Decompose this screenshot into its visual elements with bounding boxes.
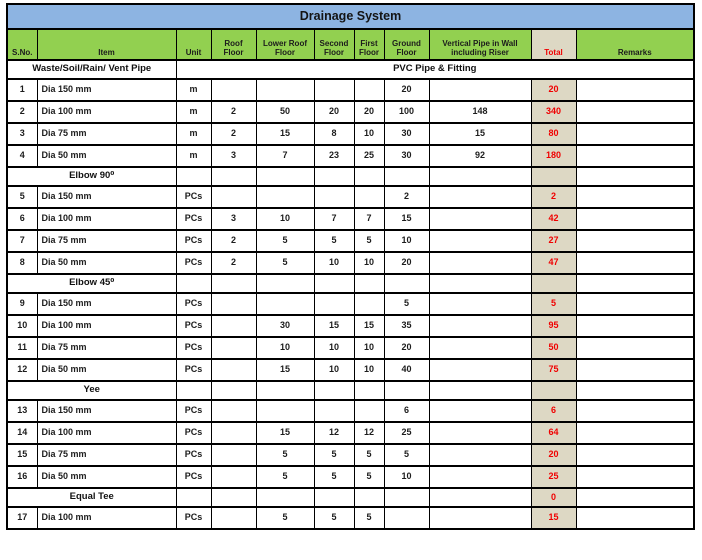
cell-total: 6: [531, 400, 576, 422]
cell-remarks: [576, 186, 694, 208]
cell-item: Dia 100 mm: [37, 507, 176, 529]
cell-first: 5: [354, 444, 384, 466]
col-header-ground-floor: Ground Floor: [384, 29, 429, 60]
cell-first: 20: [354, 101, 384, 123]
cell-first: 5: [354, 230, 384, 252]
col-header-sno: S.No.: [7, 29, 37, 60]
cell-item: Dia 50 mm: [37, 145, 176, 167]
cell-item: Dia 50 mm: [37, 252, 176, 274]
cell-lower: 5: [256, 466, 314, 488]
section-row: [7, 488, 694, 507]
section-row: [7, 381, 694, 400]
cell-sno: 16: [7, 466, 37, 488]
cell-unit: PCs: [176, 359, 211, 381]
cell-second: [314, 381, 354, 400]
cell-vertical: [429, 466, 531, 488]
cell-unit: PCs: [176, 252, 211, 274]
cell-total: 180: [531, 145, 576, 167]
cell-unit: PCs: [176, 400, 211, 422]
cell-item: Dia 150 mm: [37, 293, 176, 315]
table-row: [7, 444, 694, 466]
cell-total: 340: [531, 101, 576, 123]
table-row: [7, 507, 694, 529]
cell-sno: 11: [7, 337, 37, 359]
cell-roof: [211, 293, 256, 315]
cell-unit: PCs: [176, 466, 211, 488]
cell-second: [314, 488, 354, 507]
cell-item: Dia 75 mm: [37, 230, 176, 252]
cell-lower: 10: [256, 337, 314, 359]
group-label-cell: PVC Pipe & Fitting: [176, 60, 694, 79]
cell-item: Dia 150 mm: [37, 186, 176, 208]
table-row: [7, 359, 694, 381]
table-row: [7, 208, 694, 230]
section-row: [7, 274, 694, 293]
cell-remarks: [576, 359, 694, 381]
cell-second: 10: [314, 359, 354, 381]
cell-item: Dia 75 mm: [37, 444, 176, 466]
cell-unit: PCs: [176, 208, 211, 230]
cell-unit: m: [176, 79, 211, 101]
cell-sno: 14: [7, 422, 37, 444]
cell-remarks: [576, 422, 694, 444]
cell-lower: 5: [256, 252, 314, 274]
cell-lower: 15: [256, 123, 314, 145]
cell-ground: 5: [384, 293, 429, 315]
cell-unit: PCs: [176, 422, 211, 444]
cell-total: 80: [531, 123, 576, 145]
cell-remarks: [576, 381, 694, 400]
cell-ground: [384, 167, 429, 186]
cell-second: 5: [314, 444, 354, 466]
table-row: [7, 230, 694, 252]
header-row: [7, 29, 694, 60]
section-row: [7, 60, 694, 79]
cell-sno: 10: [7, 315, 37, 337]
cell-sno: 15: [7, 444, 37, 466]
cell-total: [531, 274, 576, 293]
cell-lower: 15: [256, 422, 314, 444]
cell-vertical: [429, 208, 531, 230]
cell-first: 5: [354, 507, 384, 529]
section-title-cell: Elbow 45⁰: [7, 274, 176, 293]
cell-item: Dia 100 mm: [37, 208, 176, 230]
cell-lower: 7: [256, 145, 314, 167]
cell-ground: 10: [384, 466, 429, 488]
cell-ground: 2: [384, 186, 429, 208]
section-row: [7, 167, 694, 186]
cell-remarks: [576, 230, 694, 252]
cell-vertical: [429, 337, 531, 359]
cell-total: 95: [531, 315, 576, 337]
cell-second: 5: [314, 466, 354, 488]
table-row: [7, 252, 694, 274]
cell-ground: 30: [384, 145, 429, 167]
cell-vertical: [429, 315, 531, 337]
cell-remarks: [576, 293, 694, 315]
cell-second: 8: [314, 123, 354, 145]
cell-item: Dia 150 mm: [37, 400, 176, 422]
cell-remarks: [576, 507, 694, 529]
cell-roof: [211, 359, 256, 381]
cell-second: 23: [314, 145, 354, 167]
cell-vertical: [429, 444, 531, 466]
cell-ground: [384, 381, 429, 400]
cell-remarks: [576, 167, 694, 186]
cell-unit: PCs: [176, 315, 211, 337]
col-header-remarks: Remarks: [576, 29, 694, 60]
table-body: [7, 60, 694, 529]
cell-remarks: [576, 145, 694, 167]
cell-roof: 3: [211, 145, 256, 167]
cell-roof: [211, 79, 256, 101]
cell-roof: [211, 400, 256, 422]
cell-roof: 2: [211, 101, 256, 123]
cell-item: Dia 50 mm: [37, 359, 176, 381]
section-title-cell: Waste/Soil/Rain/ Vent Pipe: [7, 60, 176, 79]
cell-remarks: [576, 488, 694, 507]
cell-roof: [211, 488, 256, 507]
table-row: [7, 315, 694, 337]
cell-vertical: [429, 400, 531, 422]
cell-lower: [256, 293, 314, 315]
page-title: Drainage System: [7, 4, 694, 29]
cell-unit: m: [176, 145, 211, 167]
cell-sno: 5: [7, 186, 37, 208]
cell-first: 10: [354, 337, 384, 359]
cell-total: 50: [531, 337, 576, 359]
cell-sno: 9: [7, 293, 37, 315]
cell-second: 12: [314, 422, 354, 444]
cell-first: [354, 167, 384, 186]
cell-ground: 6: [384, 400, 429, 422]
cell-vertical: [429, 167, 531, 186]
cell-lower: [256, 400, 314, 422]
cell-total: 75: [531, 359, 576, 381]
cell-unit: [176, 274, 211, 293]
cell-second: 5: [314, 507, 354, 529]
drainage-table: [6, 3, 695, 530]
cell-roof: [211, 466, 256, 488]
cell-roof: [211, 167, 256, 186]
cell-second: 15: [314, 315, 354, 337]
table-row: [7, 466, 694, 488]
cell-roof: 2: [211, 252, 256, 274]
cell-total: [531, 167, 576, 186]
cell-item: Dia 150 mm: [37, 79, 176, 101]
cell-second: 7: [314, 208, 354, 230]
cell-sno: 4: [7, 145, 37, 167]
cell-sno: 1: [7, 79, 37, 101]
cell-unit: PCs: [176, 337, 211, 359]
cell-total: 0: [531, 488, 576, 507]
col-header-item: Item: [37, 29, 176, 60]
cell-second: [314, 79, 354, 101]
cell-sno: 3: [7, 123, 37, 145]
cell-roof: 2: [211, 123, 256, 145]
cell-item: Dia 100 mm: [37, 422, 176, 444]
cell-lower: [256, 79, 314, 101]
cell-first: [354, 186, 384, 208]
cell-roof: [211, 444, 256, 466]
cell-ground: [384, 488, 429, 507]
cell-second: 10: [314, 337, 354, 359]
cell-ground: 20: [384, 252, 429, 274]
col-header-roof-floor: Roof Floor: [211, 29, 256, 60]
cell-total: 20: [531, 79, 576, 101]
cell-first: [354, 274, 384, 293]
col-header-lower-roof-floor: Lower Roof Floor: [256, 29, 314, 60]
cell-remarks: [576, 274, 694, 293]
cell-remarks: [576, 444, 694, 466]
cell-ground: 40: [384, 359, 429, 381]
cell-ground: 5: [384, 444, 429, 466]
cell-second: [314, 186, 354, 208]
cell-vertical: 148: [429, 101, 531, 123]
cell-first: 12: [354, 422, 384, 444]
drainage-sheet: [6, 3, 695, 530]
table-row: [7, 101, 694, 123]
cell-item: Dia 100 mm: [37, 101, 176, 123]
cell-vertical: [429, 274, 531, 293]
cell-sno: 13: [7, 400, 37, 422]
cell-first: [354, 400, 384, 422]
cell-second: [314, 293, 354, 315]
cell-lower: 10: [256, 208, 314, 230]
cell-first: [354, 293, 384, 315]
cell-lower: [256, 488, 314, 507]
table-row: [7, 79, 694, 101]
cell-vertical: 92: [429, 145, 531, 167]
cell-second: 20: [314, 101, 354, 123]
cell-unit: PCs: [176, 293, 211, 315]
cell-remarks: [576, 101, 694, 123]
cell-roof: [211, 381, 256, 400]
cell-first: 5: [354, 466, 384, 488]
cell-roof: [211, 274, 256, 293]
cell-item: Dia 75 mm: [37, 337, 176, 359]
cell-second: [314, 274, 354, 293]
cell-first: 10: [354, 123, 384, 145]
col-header-total: Total: [531, 29, 576, 60]
cell-lower: 50: [256, 101, 314, 123]
cell-unit: PCs: [176, 186, 211, 208]
section-title-cell: Yee: [7, 381, 176, 400]
cell-sno: 8: [7, 252, 37, 274]
cell-vertical: [429, 507, 531, 529]
cell-total: 27: [531, 230, 576, 252]
cell-first: [354, 488, 384, 507]
cell-ground: 15: [384, 208, 429, 230]
cell-sno: 12: [7, 359, 37, 381]
col-header-vertical-pipe: Vertical Pipe in Wall including Riser: [429, 29, 531, 60]
cell-second: [314, 400, 354, 422]
cell-unit: PCs: [176, 444, 211, 466]
cell-sno: 7: [7, 230, 37, 252]
cell-ground: [384, 274, 429, 293]
cell-ground: 100: [384, 101, 429, 123]
cell-remarks: [576, 208, 694, 230]
cell-vertical: [429, 252, 531, 274]
cell-total: 47: [531, 252, 576, 274]
cell-lower: 5: [256, 507, 314, 529]
cell-sno: 17: [7, 507, 37, 529]
cell-vertical: [429, 359, 531, 381]
cell-unit: PCs: [176, 230, 211, 252]
cell-roof: [211, 337, 256, 359]
cell-first: 10: [354, 359, 384, 381]
cell-roof: 2: [211, 230, 256, 252]
cell-ground: 30: [384, 123, 429, 145]
cell-vertical: [429, 186, 531, 208]
cell-first: 7: [354, 208, 384, 230]
cell-lower: [256, 381, 314, 400]
cell-roof: 3: [211, 208, 256, 230]
cell-item: Dia 50 mm: [37, 466, 176, 488]
cell-ground: 20: [384, 337, 429, 359]
cell-total: 20: [531, 444, 576, 466]
cell-first: [354, 381, 384, 400]
table-row: [7, 123, 694, 145]
cell-roof: [211, 186, 256, 208]
col-header-first-floor: First Floor: [354, 29, 384, 60]
cell-lower: [256, 274, 314, 293]
cell-remarks: [576, 79, 694, 101]
cell-unit: PCs: [176, 507, 211, 529]
cell-ground: [384, 507, 429, 529]
cell-first: 10: [354, 252, 384, 274]
cell-unit: [176, 167, 211, 186]
cell-sno: 2: [7, 101, 37, 123]
cell-remarks: [576, 315, 694, 337]
table-row: [7, 337, 694, 359]
cell-lower: 5: [256, 444, 314, 466]
cell-unit: m: [176, 123, 211, 145]
cell-roof: [211, 315, 256, 337]
cell-lower: 30: [256, 315, 314, 337]
cell-unit: [176, 488, 211, 507]
cell-lower: [256, 167, 314, 186]
cell-roof: [211, 507, 256, 529]
cell-total: 2: [531, 186, 576, 208]
cell-first: 25: [354, 145, 384, 167]
section-title-cell: Equal Tee: [7, 488, 176, 507]
table-row: [7, 422, 694, 444]
table-row: [7, 400, 694, 422]
cell-item: Dia 75 mm: [37, 123, 176, 145]
cell-vertical: [429, 230, 531, 252]
cell-item: Dia 100 mm: [37, 315, 176, 337]
cell-ground: 35: [384, 315, 429, 337]
section-title-cell: Elbow 90⁰: [7, 167, 176, 186]
cell-first: 15: [354, 315, 384, 337]
cell-unit: [176, 381, 211, 400]
cell-remarks: [576, 252, 694, 274]
cell-lower: [256, 186, 314, 208]
cell-lower: 15: [256, 359, 314, 381]
cell-remarks: [576, 400, 694, 422]
cell-second: [314, 167, 354, 186]
cell-second: 5: [314, 230, 354, 252]
cell-sno: 6: [7, 208, 37, 230]
cell-second: 10: [314, 252, 354, 274]
cell-roof: [211, 422, 256, 444]
cell-remarks: [576, 337, 694, 359]
cell-lower: 5: [256, 230, 314, 252]
cell-remarks: [576, 123, 694, 145]
cell-total: 64: [531, 422, 576, 444]
cell-vertical: [429, 381, 531, 400]
cell-ground: 10: [384, 230, 429, 252]
cell-vertical: 15: [429, 123, 531, 145]
cell-total: 42: [531, 208, 576, 230]
cell-vertical: [429, 422, 531, 444]
cell-vertical: [429, 488, 531, 507]
cell-vertical: [429, 79, 531, 101]
cell-total: 15: [531, 507, 576, 529]
cell-remarks: [576, 466, 694, 488]
cell-total: 25: [531, 466, 576, 488]
cell-total: 5: [531, 293, 576, 315]
cell-unit: m: [176, 101, 211, 123]
cell-vertical: [429, 293, 531, 315]
cell-ground: 25: [384, 422, 429, 444]
col-header-second-floor: Second Floor: [314, 29, 354, 60]
col-header-unit: Unit: [176, 29, 211, 60]
table-row: [7, 186, 694, 208]
cell-total: [531, 381, 576, 400]
table-row: [7, 145, 694, 167]
cell-ground: 20: [384, 79, 429, 101]
title-row: [7, 4, 694, 29]
table-row: [7, 293, 694, 315]
cell-first: [354, 79, 384, 101]
